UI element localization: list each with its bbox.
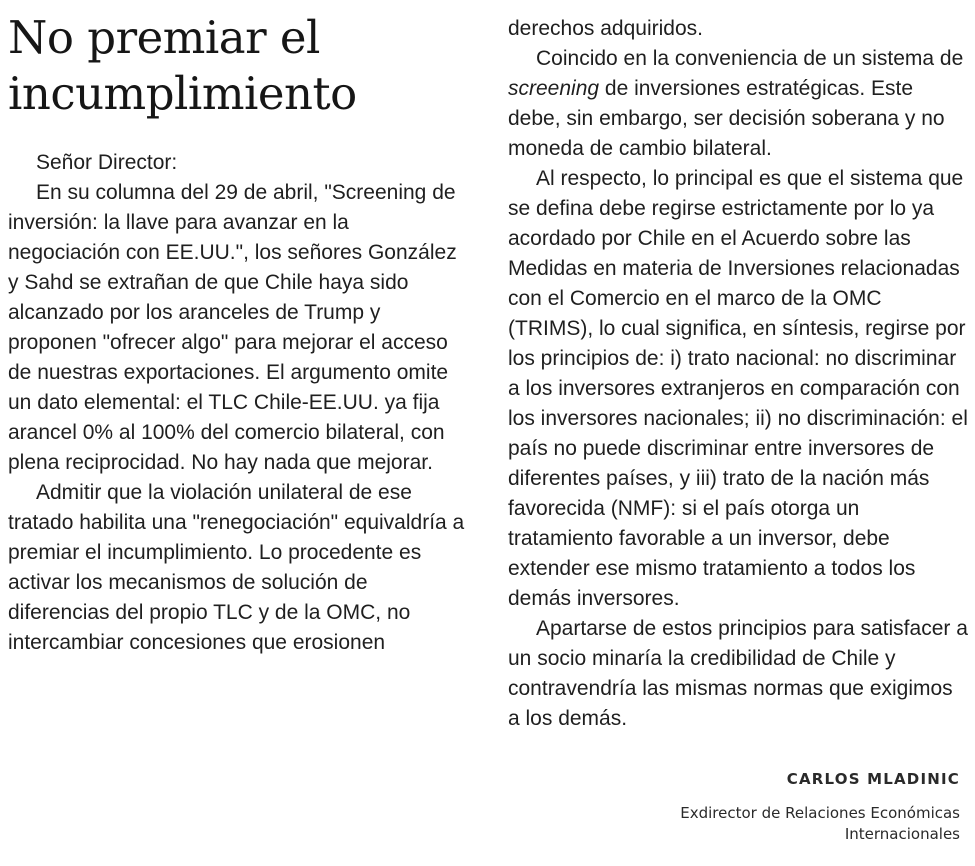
signer-name: CARLOS MLADINIC bbox=[786, 770, 960, 788]
paragraph-3-suffix: de inversiones estratégicas. Este debe, sin embargo, ser decisión soberana y no moneda de cambio bilateral. bbox=[508, 77, 945, 160]
left-column bbox=[8, 0, 466, 866]
paragraph-continuation: derechos adquiridos. bbox=[508, 17, 703, 40]
paragraph-2: Admitir que la violación unilateral de ese tratado habilita una "renegociación" equivaldría a premiar el incumplimiento. Lo procedente es activar los mecanismos de solución de diferencias del propio TLC y de la OMC, no intercambiar concesiones que erosionen bbox=[8, 481, 465, 654]
right-body bbox=[508, 14, 968, 734]
paragraph-1: En su columna del 29 de abril, "Screening de inversión: la llave para avanzar en la negociación con EE.UU.", los señores González y Sahd se extrañan de que Chile haya sido alcanzado por los aranceles de Trump y proponen "ofrecer algo" para mejorar el acceso de nuestras exportaciones. El argumento omite un dato elemental: el TLC Chile-EE.UU. ya fija arancel 0% al 100% del comercio bilateral, con plena reciprocidad. No hay nada que mejorar. bbox=[8, 181, 457, 474]
paragraph-5: Apartarse de estos principios para satisfacer a un socio minaría la credibilidad de Chile y contravendría las mismas normas que exigimos a los demás. bbox=[508, 617, 968, 730]
paragraph-3 bbox=[508, 44, 968, 164]
paragraph-4: Al respecto, lo principal es que el sistema que se defina debe regirse estrictamente por lo ya acordado por Chile en el Acuerdo sobre las Medidas en materia de Inversiones relacionadas con el Comercio en el marco de la OMC (TRIMS), lo cual significa, en síntesis, regirse por los principios de: i) trato nacional: no discriminar a los inversores extranjeros en comparación con los inversores nacionales; ii) no discriminación: el país no puede discriminar entre inversores de diferentes países, y iii) trato de la nación más favorecida (NMF): si el país otorga un tratamiento favorable a un inversor, debe extender ese mismo tratamiento a todos los demás inversores. bbox=[508, 167, 968, 610]
signer-role: Exdirector de Relaciones Económicas Internacionales bbox=[680, 804, 960, 843]
right-column bbox=[508, 0, 968, 866]
salutation: Señor Director: bbox=[36, 151, 178, 174]
paragraph-3-emphasis: screening bbox=[508, 77, 600, 100]
paragraph-3-prefix: Coincido en la conveniencia de un sistema de bbox=[536, 47, 964, 70]
headline: No premiar el incumplimiento bbox=[8, 11, 357, 120]
left-body bbox=[8, 148, 466, 658]
